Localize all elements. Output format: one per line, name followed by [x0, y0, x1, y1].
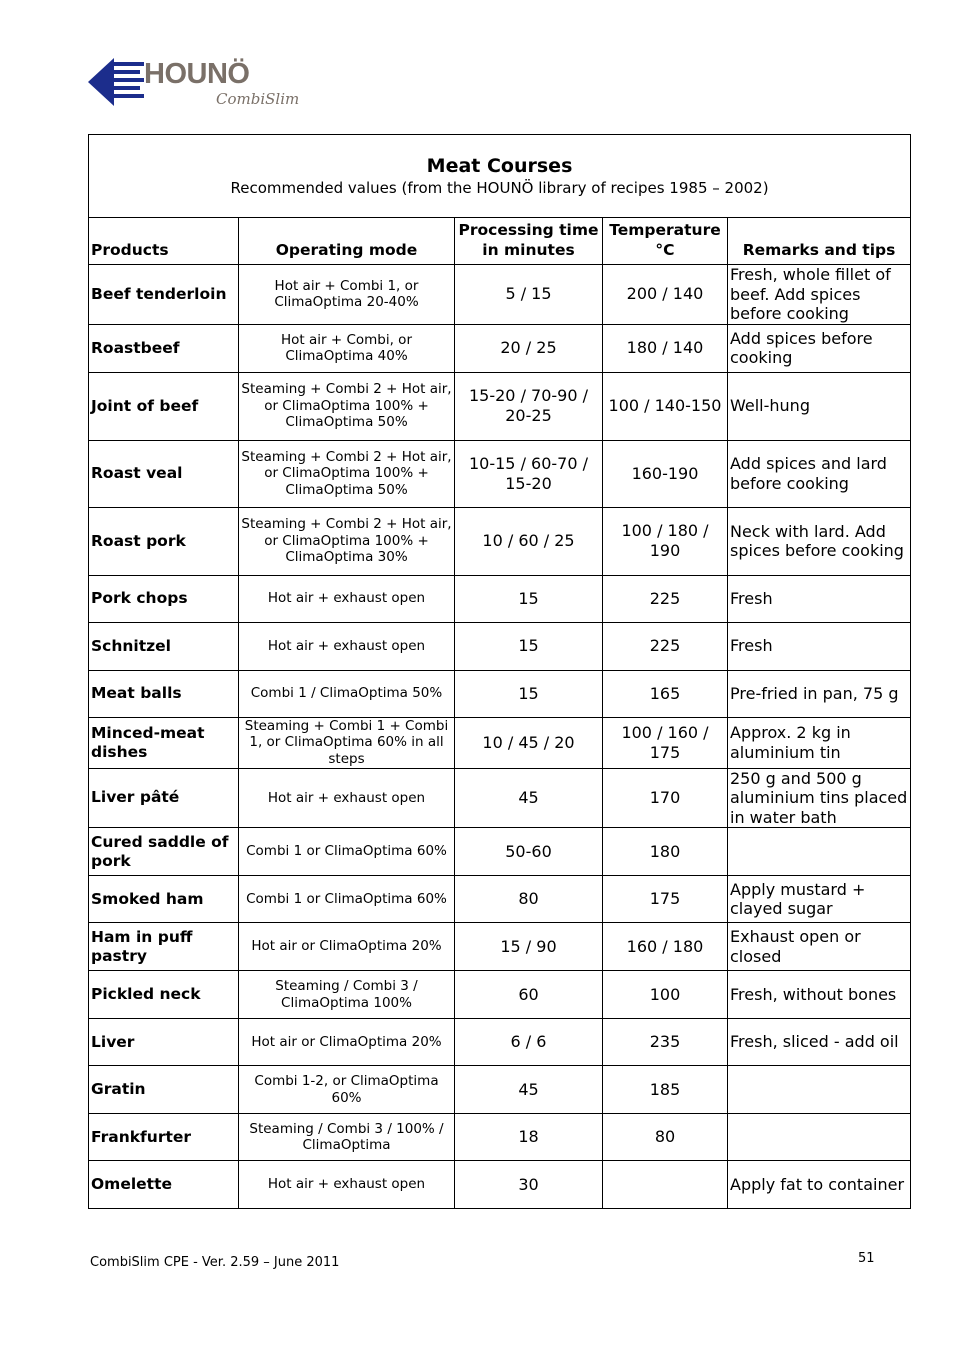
operating-mode-cell: Hot air + exhaust open: [239, 1161, 455, 1209]
remarks-cell: 250 g and 500 g aluminium tins placed in water bath: [728, 768, 911, 828]
temperature-cell: 100 / 180 / 190: [603, 507, 728, 575]
table-row: [89, 923, 911, 971]
table-row: [89, 717, 911, 768]
remarks-cell: Add spices before cooking: [728, 324, 911, 372]
processing-time-cell: 50-60: [455, 828, 603, 876]
table-row: [89, 440, 911, 507]
temperature-cell: 160 / 180: [603, 923, 728, 971]
remarks-cell: Fresh: [728, 622, 911, 670]
product-cell: Beef tenderloin: [89, 265, 239, 325]
table-row: [89, 828, 911, 876]
temperature-cell: 225: [603, 622, 728, 670]
operating-mode-cell: Steaming + Combi 2 + Hot air, or ClimaOptima 100% + ClimaOptima 50%: [239, 372, 455, 440]
remarks-cell: Apply fat to container: [728, 1161, 911, 1209]
operating-mode-cell: Hot air + exhaust open: [239, 622, 455, 670]
operating-mode-cell: Hot air or ClimaOptima 20%: [239, 923, 455, 971]
processing-time-cell: 6 / 6: [455, 1019, 603, 1066]
processing-time-cell: 10 / 60 / 25: [455, 507, 603, 575]
remarks-cell: Pre-fried in pan, 75 g: [728, 670, 911, 717]
processing-time-cell: 45: [455, 768, 603, 828]
table-row: [89, 670, 911, 717]
temperature-cell: 80: [603, 1114, 728, 1161]
temperature-cell: 235: [603, 1019, 728, 1066]
table-row: [89, 1161, 911, 1209]
temperature-cell: 175: [603, 876, 728, 923]
temperature-cell: 165: [603, 670, 728, 717]
processing-time-cell: 45: [455, 1066, 603, 1114]
operating-mode-cell: Hot air or ClimaOptima 20%: [239, 1019, 455, 1066]
brand-product: CombiSlim: [216, 90, 300, 108]
page-number: 51: [858, 1251, 875, 1266]
product-cell: Pork chops: [89, 575, 239, 622]
processing-time-cell: 20 / 25: [455, 324, 603, 372]
brand-name: HOUNÖ: [144, 58, 250, 90]
product-cell: Schnitzel: [89, 622, 239, 670]
operating-mode-cell: Steaming + Combi 2 + Hot air, or ClimaOptima 100% + ClimaOptima 30%: [239, 507, 455, 575]
temperature-cell: 160-190: [603, 440, 728, 507]
product-cell: Roastbeef: [89, 324, 239, 372]
temperature-cell: 180 / 140: [603, 324, 728, 372]
remarks-cell: Fresh: [728, 575, 911, 622]
operating-mode-cell: Steaming + Combi 2 + Hot air, or ClimaOptima 100% + ClimaOptima 50%: [239, 440, 455, 507]
temperature-cell: 225: [603, 575, 728, 622]
processing-time-cell: 15-20 / 70-90 / 20-25: [455, 372, 603, 440]
processing-time-cell: 10 / 45 / 20: [455, 717, 603, 768]
remarks-cell: Apply mustard + clayed sugar: [728, 876, 911, 923]
operating-mode-cell: Combi 1 or ClimaOptima 60%: [239, 828, 455, 876]
remarks-cell: Fresh, sliced - add oil: [728, 1019, 911, 1066]
table-row: [89, 1066, 911, 1114]
temperature-cell: 100: [603, 971, 728, 1019]
product-cell: Gratin: [89, 1066, 239, 1114]
remarks-cell: Fresh, without bones: [728, 971, 911, 1019]
remarks-cell: [728, 828, 911, 876]
remarks-cell: Exhaust open or closed: [728, 923, 911, 971]
product-cell: Cured saddle of pork: [89, 828, 239, 876]
table-row: [89, 1114, 911, 1161]
table-title: Meat Courses: [426, 155, 573, 177]
table-subtitle: Recommended values (from the HOUNÖ library of recipes 1985 – 2002): [230, 179, 769, 197]
remarks-cell: Neck with lard. Add spices before cooking: [728, 507, 911, 575]
processing-time-cell: 15 / 90: [455, 923, 603, 971]
column-header-processing-time: Processing time in minutes: [455, 218, 603, 265]
temperature-cell: 100 / 160 / 175: [603, 717, 728, 768]
houno-emblem-icon: [88, 54, 148, 110]
remarks-cell: Approx. 2 kg in aluminium tin: [728, 717, 911, 768]
operating-mode-cell: Combi 1-2, or ClimaOptima 60%: [239, 1066, 455, 1114]
table-body: [89, 265, 911, 1209]
product-cell: Roast pork: [89, 507, 239, 575]
processing-time-cell: 80: [455, 876, 603, 923]
table-row: [89, 622, 911, 670]
processing-time-cell: 60: [455, 971, 603, 1019]
product-cell: Pickled neck: [89, 971, 239, 1019]
table-row: [89, 265, 911, 325]
processing-time-cell: 15: [455, 622, 603, 670]
table-row: [89, 971, 911, 1019]
operating-mode-cell: Steaming / Combi 3 / ClimaOptima 100%: [239, 971, 455, 1019]
table-row: [89, 1019, 911, 1066]
operating-mode-cell: Steaming + Combi 1 + Combi 1, or ClimaOptima 60% in all steps: [239, 717, 455, 768]
processing-time-cell: 15: [455, 670, 603, 717]
temperature-cell: 100 / 140-150: [603, 372, 728, 440]
table-row: [89, 575, 911, 622]
product-cell: Liver pâté: [89, 768, 239, 828]
table-row: [89, 372, 911, 440]
processing-time-cell: 5 / 15: [455, 265, 603, 325]
product-cell: Roast veal: [89, 440, 239, 507]
table-row: [89, 324, 911, 372]
brand-logo: [88, 52, 308, 114]
product-cell: Frankfurter: [89, 1114, 239, 1161]
temperature-cell: 200 / 140: [603, 265, 728, 325]
product-cell: Omelette: [89, 1161, 239, 1209]
product-cell: Minced-meat dishes: [89, 717, 239, 768]
remarks-cell: Well-hung: [728, 372, 911, 440]
remarks-cell: Fresh, whole fillet of beef. Add spices before cooking: [728, 265, 911, 325]
temperature-cell: 170: [603, 768, 728, 828]
column-header-products: Products: [89, 218, 239, 265]
temperature-cell: [603, 1161, 728, 1209]
operating-mode-cell: Hot air + Combi 1, or ClimaOptima 20-40%: [239, 265, 455, 325]
column-header-operating-mode: Operating mode: [239, 218, 455, 265]
product-cell: Liver: [89, 1019, 239, 1066]
remarks-cell: [728, 1114, 911, 1161]
product-cell: Meat balls: [89, 670, 239, 717]
processing-time-cell: 18: [455, 1114, 603, 1161]
table-row: [89, 768, 911, 828]
operating-mode-cell: Hot air + Combi, or ClimaOptima 40%: [239, 324, 455, 372]
processing-time-cell: 30: [455, 1161, 603, 1209]
operating-mode-cell: Hot air + exhaust open: [239, 575, 455, 622]
operating-mode-cell: Steaming / Combi 3 / 100% / ClimaOptima: [239, 1114, 455, 1161]
meat-courses-table: [88, 134, 911, 1209]
operating-mode-cell: Combi 1 or ClimaOptima 60%: [239, 876, 455, 923]
product-cell: Smoked ham: [89, 876, 239, 923]
temperature-cell: 180: [603, 828, 728, 876]
remarks-cell: Add spices and lard before cooking: [728, 440, 911, 507]
column-header-remarks: Remarks and tips: [728, 218, 911, 265]
product-cell: Ham in puff pastry: [89, 923, 239, 971]
processing-time-cell: 15: [455, 575, 603, 622]
table-title-cell: [89, 135, 911, 218]
product-cell: Joint of beef: [89, 372, 239, 440]
operating-mode-cell: Hot air + exhaust open: [239, 768, 455, 828]
remarks-cell: [728, 1066, 911, 1114]
table-row: [89, 507, 911, 575]
temperature-cell: 185: [603, 1066, 728, 1114]
processing-time-cell: 10-15 / 60-70 / 15-20: [455, 440, 603, 507]
column-header-temperature: Temperature °C: [603, 218, 728, 265]
footer-document-version: CombiSlim CPE - Ver. 2.59 – June 2011: [90, 1255, 340, 1270]
table-row: [89, 876, 911, 923]
operating-mode-cell: Combi 1 / ClimaOptima 50%: [239, 670, 455, 717]
